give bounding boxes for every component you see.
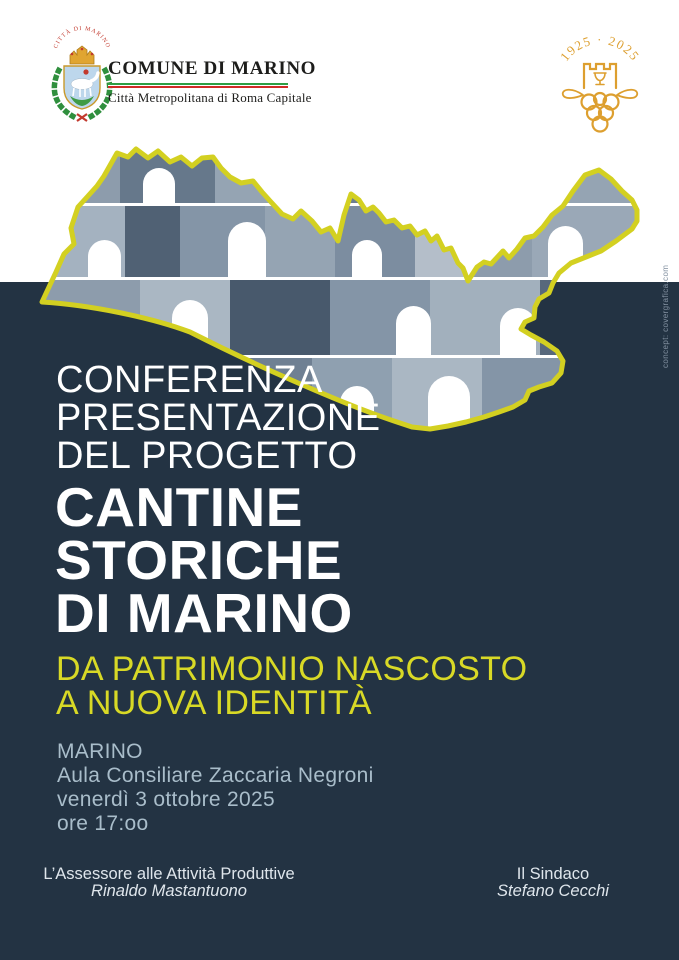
- event-time: ore 17:oo: [57, 812, 149, 835]
- centenary-emblem-icon: [557, 32, 643, 132]
- goblet-icon: [594, 73, 606, 85]
- subtitle-line: A NUOVA IDENTITÀ: [56, 684, 372, 722]
- signature-role: Il Sindaco: [516, 865, 590, 883]
- kicker-line: CONFERENZA: [56, 359, 323, 401]
- event-title: [55, 476, 353, 644]
- event-subtitle: [56, 652, 527, 720]
- municipality-name: COMUNE DI MARINO: [108, 58, 317, 79]
- shield-icon: [64, 66, 100, 109]
- event-location: MARINO: [57, 740, 143, 763]
- subtitle-line: DA PATRIMONIO NASCOSTO: [56, 650, 528, 688]
- kicker-line: PRESENTAZIONE: [56, 397, 381, 439]
- tricolor-rule: [108, 83, 288, 88]
- crest-arc-text: CITTÀ DI MARINO: [53, 25, 111, 50]
- municipal-crest-icon: [53, 26, 111, 121]
- kicker-line: DEL PROGETTO: [56, 435, 358, 477]
- event-kicker: [56, 361, 381, 475]
- signature-assessor: [26, 866, 312, 900]
- signature-name: Rinaldo Mastantuono: [91, 882, 247, 900]
- event-date: venerdì 3 ottobre 2025: [57, 788, 275, 811]
- signature-role: L’Assessore alle Attività Produttive: [43, 865, 295, 883]
- crown-icon: [70, 46, 94, 64]
- svg-text:1925 · 2025: [557, 32, 643, 64]
- title-line: STORICHE: [55, 529, 343, 591]
- municipality-subtitle: Città Metropolitana di Roma Capitale: [108, 90, 312, 105]
- signature-name: Stefano Cecchi: [497, 882, 609, 900]
- event-venue: Aula Consiliare Zaccaria Negroni: [57, 764, 374, 787]
- design-credit: concept: covergrafica.com: [661, 264, 670, 368]
- municipality-header: [108, 58, 368, 106]
- title-line: CANTINE: [55, 476, 303, 538]
- centenary-years-text: 1925 · 2025: [556, 32, 644, 64]
- event-details: [57, 740, 374, 836]
- title-line: DI MARINO: [55, 582, 353, 644]
- grapes-icon: [582, 93, 619, 132]
- signature-mayor: [433, 866, 673, 900]
